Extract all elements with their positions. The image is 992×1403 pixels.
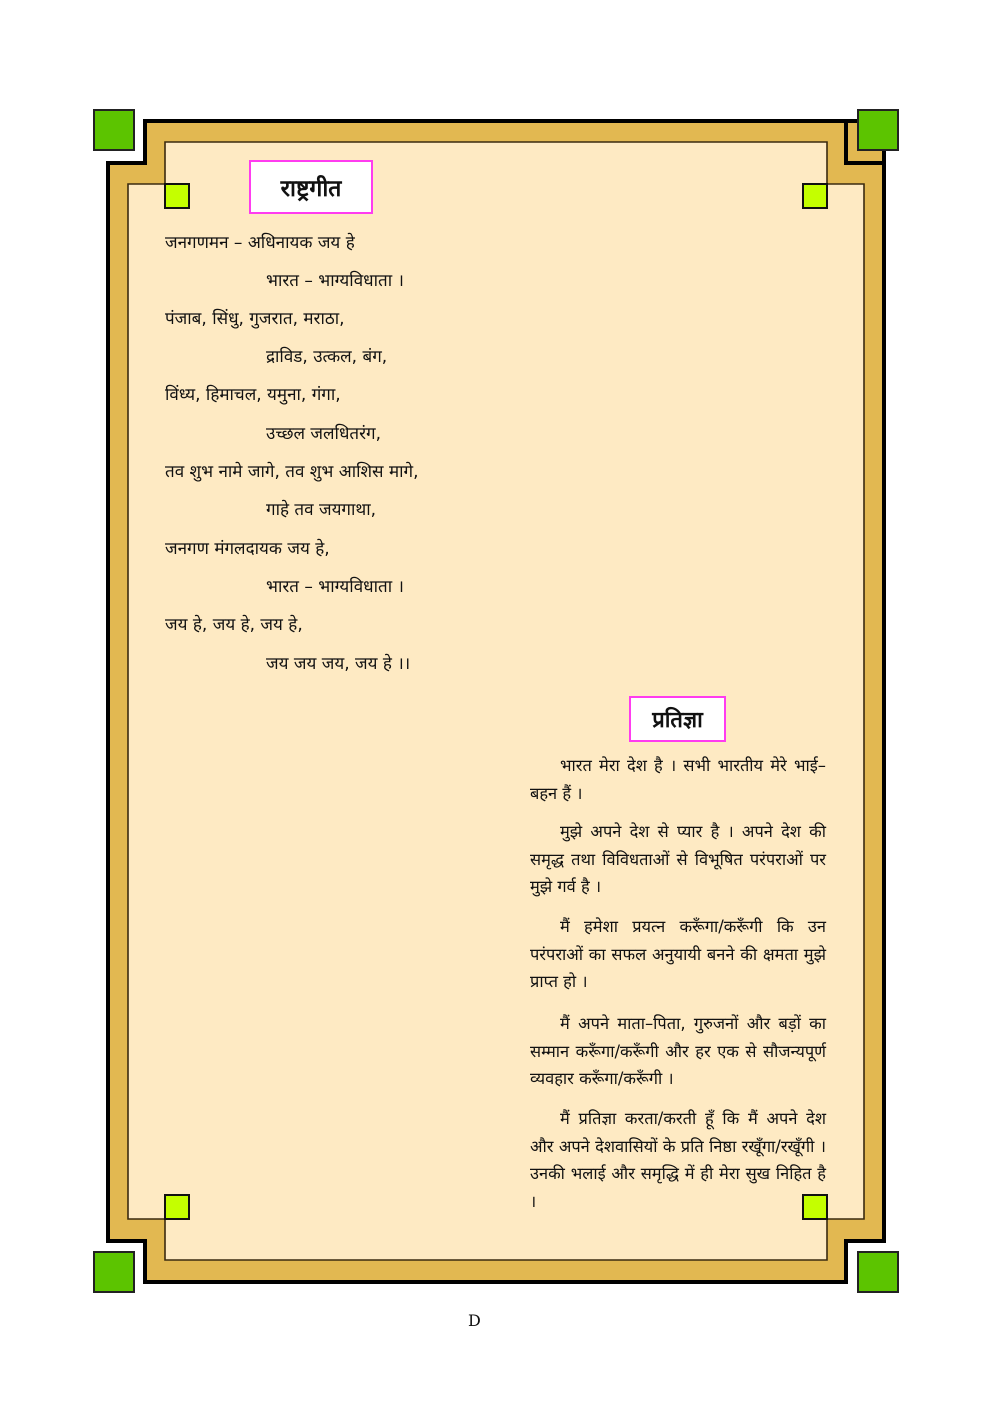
anthem-line: तव शुभ नामे जागे, तव शुभ आशिस मागे, [165,462,419,482]
pledge-paragraph [530,1010,826,1093]
pledge-paragraph [530,913,826,996]
anthem-title: राष्ट्रगीत [249,160,373,214]
anthem-line: जय हे, जय हे, जय हे, [165,615,303,635]
corner-square-top-left [94,110,134,150]
pledge-paragraph-text: भारत मेरा देश है । सभी भारतीय मेरे भाई–बहन हैं । [530,756,826,803]
anthem-line: उच्छल जलधितरंग, [266,424,382,444]
anthem-line: जनगण मंगलदायक जय हे, [165,539,330,559]
pledge-paragraph [530,818,826,901]
pledge-paragraph-text: मैं हमेशा प्रयत्न करूँगा/करूँगी कि उन परंपराओं का सफल अनुयायी बनने की क्षमता मुझे प्राप्त हो । [530,917,826,991]
anthem-line: पंजाब, सिंधु, गुजरात, मराठा, [165,309,345,329]
pledge-paragraph-text: मुझे अपने देश से प्यार है । अपने देश की समृद्ध तथा विविधताओं से विभूषित परंपराओं पर मुझे गर्व है । [530,822,826,896]
pledge-paragraph [530,1105,826,1215]
anthem-line: जय जय जय, जय हे ।। [266,654,411,674]
pledge-paragraph [530,752,826,807]
inner-square-top-right [803,184,827,208]
corner-square-top-right [858,110,898,150]
pledge-paragraph-text: मैं अपने माता–पिता, गुरुजनों और बड़ों का सम्मान करूँगा/करूँगी और हर एक से सौजन्यपूर्ण व्यवहार करूँगा/करूँगी । [530,1014,826,1088]
pledge-title: प्रतिज्ञा [629,696,726,742]
pledge-paragraph-text: मैं प्रतिज्ञा करता/करती हूँ कि मैं अपने देश और अपने देशवासियों के प्रति निष्ठा रखूँगा/रखूँगी । उनकी भलाई और समृद्धि में ही मेरा सुख निहित है । [530,1109,826,1211]
anthem-line: गाहे तव जयगाथा, [266,500,377,520]
anthem-line: भारत – भाग्यविधाता । [266,577,404,597]
corner-square-bottom-right [858,1252,898,1292]
inner-square-bottom-left [165,1195,189,1219]
inner-square-top-left [165,184,189,208]
anthem-line: विंध्य, हिमाचल, यमुना, गंगा, [165,385,341,405]
page-number: D [468,1311,481,1330]
anthem-line: जनगणमन – अधिनायक जय हे [165,233,355,253]
corner-square-bottom-left [94,1252,134,1292]
anthem-line: भारत – भाग्यविधाता । [266,271,404,291]
anthem-line: द्राविड, उत्कल, बंग, [266,347,388,367]
